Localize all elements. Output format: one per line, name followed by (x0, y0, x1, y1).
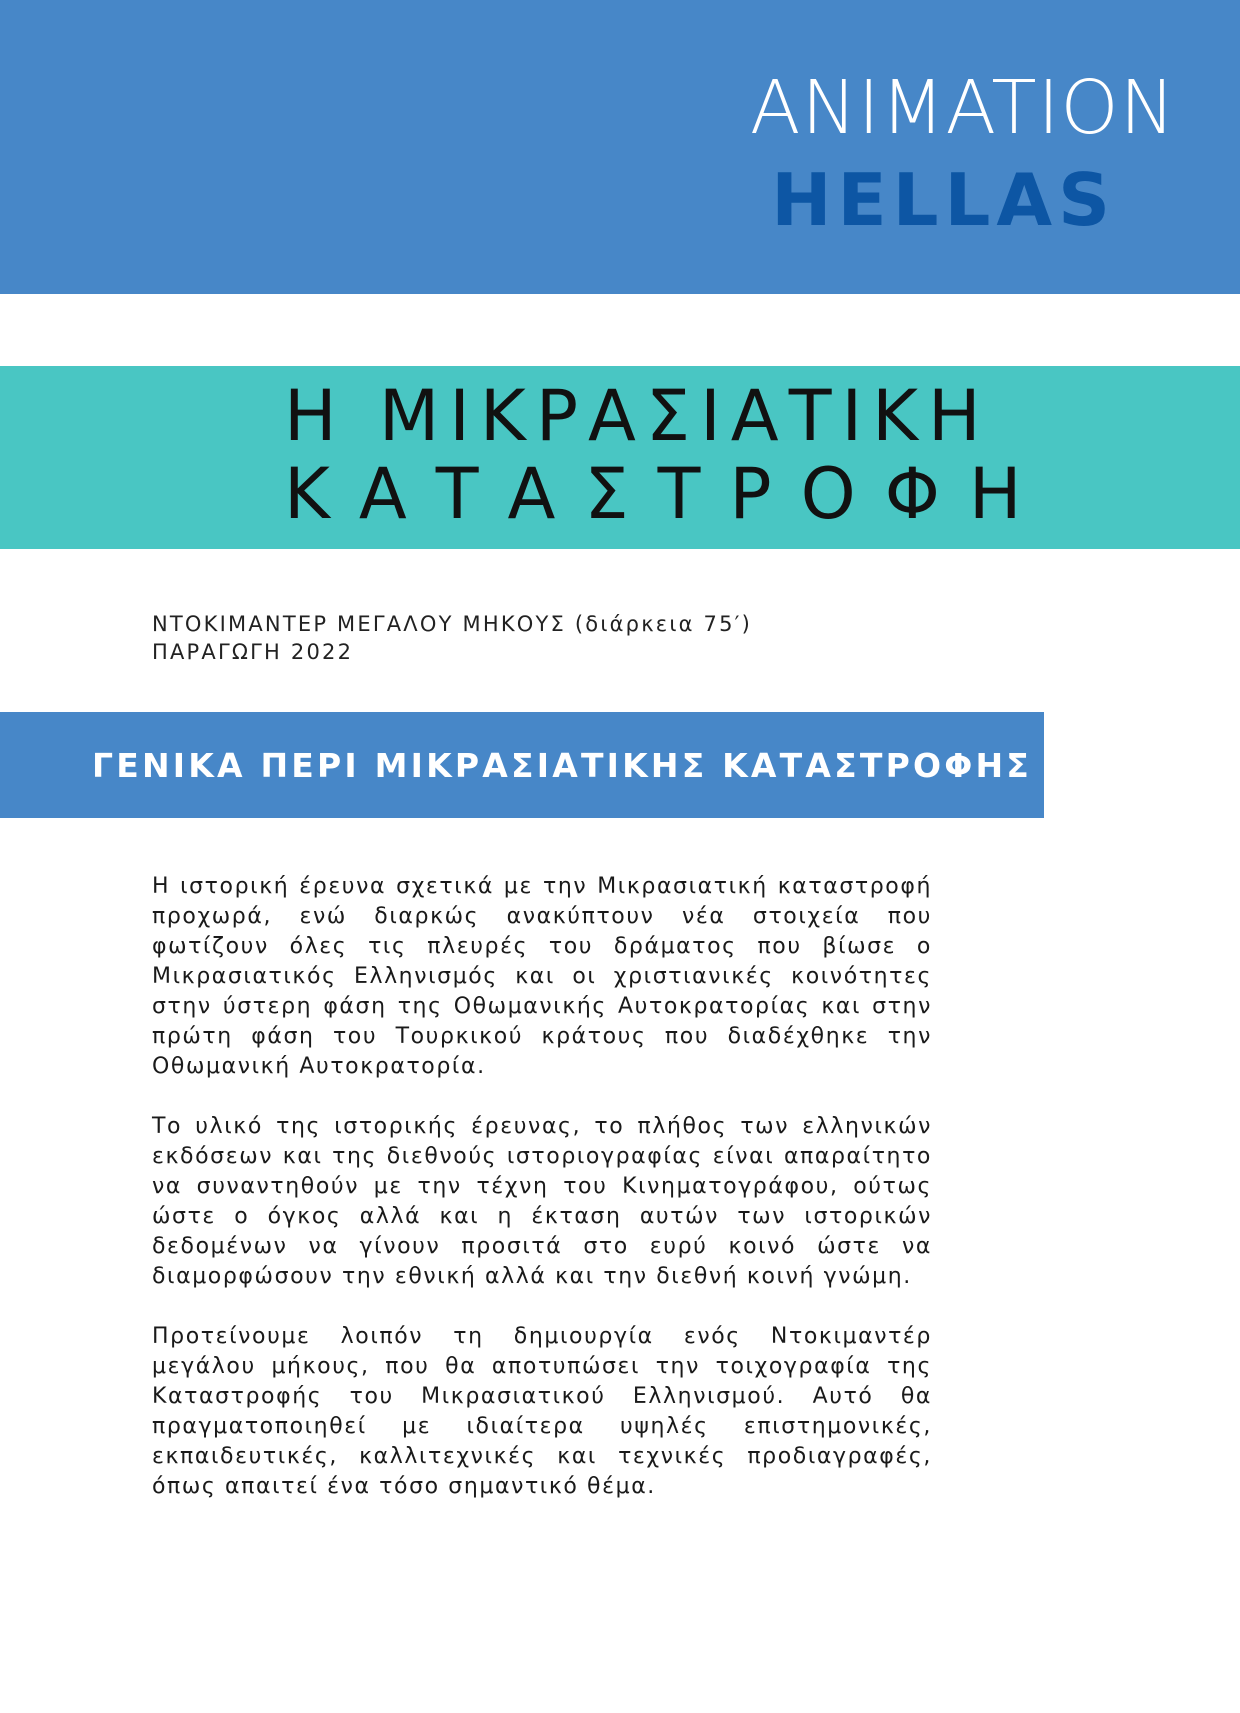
body-paragraph-1: Η ιστορική έρευνα σχετικά με την Μικρασιατική καταστροφή προχωρά, ενώ διαρκώς ανακύπτουν νέα στοιχεία που φωτίζουν όλες τις πλευρές του δράματος που βίωσε ο Μικρασιατικός Ελληνισμός και οι χριστιανικές κοινότητες στην ύστερη φάση της Οθωμανικής Αυτοκρατορίας και στην πρώτη φάση του Τουρκικού κράτους που διαδέχθηκε την Οθωμανική Αυτοκρατορία. (152, 874, 932, 1079)
production-format: ΝΤΟΚΙΜΑΝΤΕΡ ΜΕΓΑΛΟΥ ΜΗΚΟΥΣ (διάρκεια 75′) (152, 612, 753, 636)
brand-logo-hellas: HELLAS (771, 158, 1116, 242)
body-paragraph-2: Το υλικό της ιστορικής έρευνας, το πλήθος των ελληνικών εκδόσεων και της διεθνούς ιστοριογραφίας είναι απαραίτητο να συναντηθούν με την τέχνη του Κινηματογράφου, ούτως ώστε ο όγκος αλλά και η έκταση αυτών των ιστορικών δεδομένων να γίνουν προσιτά στο ευρύ κοινό ώστε να διαμορφώσουν την εθνική αλλά και την διεθνή κοινή γνώμη. (152, 1114, 932, 1289)
production-info (152, 610, 752, 666)
brand-logo-animation: ANIMATION (749, 65, 1176, 151)
production-year: ΠΑΡΑΓΩΓΗ 2022 (152, 640, 354, 664)
body-paragraph-3: Προτείνουμε λοιπόν τη δημιουργία ενός Ντοκιμαντέρ μεγάλου μήκους, που θα αποτυπώσει την τοιχογραφία της Καταστροφής του Μικρασιατικού Ελληνισμού. Αυτό θα πραγματοποιηθεί με ιδιαίτερα υψηλές επιστημονικές, εκπαιδευτικές, καλλιτεχνικές και τεχνικές προδιαγραφές, όπως απαιτεί ένα τόσο σημαντικό θέμα. (152, 1324, 932, 1499)
section-heading: ΓΕΝΙΚΑ ΠΕΡΙ ΜΙΚΡΑΣΙΑΤΙΚΗΣ ΚΑΤΑΣΤΡΟΦΗΣ (92, 746, 1033, 785)
page-title-line-1: Η ΜΙΚΡΑΣΙΑΤΙΚΗ (284, 375, 991, 457)
page-title-line-2: ΚΑΤΑΣΤΡΟΦΗ (284, 453, 1051, 535)
